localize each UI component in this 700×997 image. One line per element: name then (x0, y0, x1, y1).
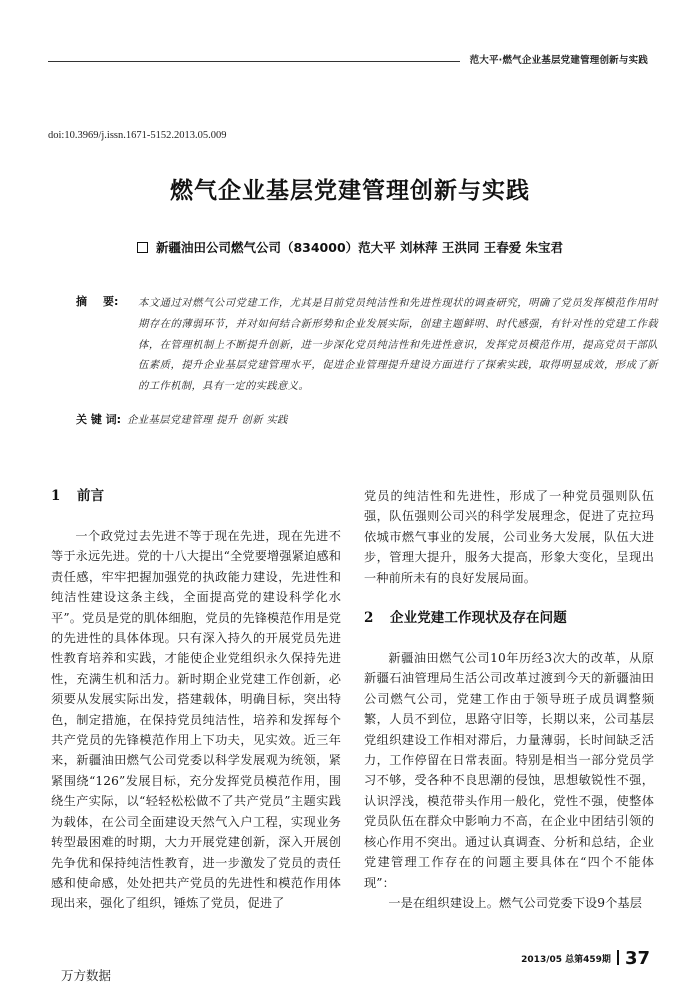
page-number: 37 (624, 948, 650, 969)
section-2-paragraph-2: 一是在组织建设上。燃气公司党委下设9个基层 (388, 895, 642, 910)
abstract-label: 摘 要: (76, 295, 119, 308)
keywords-text: 企业基层党建管理 提升 创新 实践 (127, 414, 288, 426)
square-icon (137, 242, 148, 253)
issue-info: 2013/05 总第459期 (521, 955, 611, 965)
section-2-heading: 2 企业党建工作现状及存在问题 (364, 610, 567, 627)
folio-separator (617, 950, 619, 965)
header-rule (48, 61, 460, 62)
section-2-paragraph: 新疆油田燃气公司10年历经3次大的改革，从原新疆石油管理局生活公司改革过渡到今天的新疆油田公司燃气公司，党建工作由于领导班子成员调整频繁，人员不到位，思路守旧等，长期以来，公司基层党组织建设工作相对滞后，力量薄弱，长时间缺乏活力，工作停留在日常表面。特别是相当一部分党员学习不够，受各种不良思潮的侵蚀，思想敏锐性不强，认识浮浅，模范带头作用一般化，党性不强，使整体党员队伍在群众中影响力不高，在企业中团结引领的核心作用不突出。通过认真调查、分析和总结，企业党建管理工作存在的问题主要具体在“四个不能体现”： (364, 651, 654, 890)
section-1-continuation: 党员的纯洁性和先进性，形成了一种党员强则队伍强，队伍强则公司兴的科学发展理念，促进了克拉玛依城市燃气事业的发展，公司业务大发展，队伍大进步，管理大提升，服务大提高，形象大变化，呈现出一种前所未有的良好发展局面。 (364, 489, 654, 585)
authors-text: 新疆油田公司燃气公司（834000）范大平 刘林萍 王洪同 王春爱 朱宝君 (155, 240, 564, 255)
section-1-heading: 1 前言 (51, 488, 105, 504)
abstract-text: 本文通过对燃气公司党建工作，尤其是目前党员纯洁性和先进性现状的调查研究，明确了党员发挥模范作用时期存在的薄弱环节，并对如何结合新形势和企业发展实际，创建主题鲜明、时代感强，有针对性的党建工作载体，在管理机制上不断提升创新，进一步深化党员纯洁性和先进性意识，发挥党员模范作用，提高党员干部队伍素质，提升企业基层党建管理水平，促进企业管理提升建设方面进行了探索实践，取得明显成效，形成了新的工作机制，具有一定的实践意义。 (138, 297, 658, 393)
author-line (0, 238, 700, 256)
section-1-paragraph: 一个政党过去先进不等于现在先进，现在先进不等于永远先进。党的十八大提出“全党要增强紧迫感和责任感，牢牢把握加强党的执政能力建设，先进性和纯洁性建设这条主线，全面提高党的建设科学化水平”。党员是党的肌体细胞，党员的先锋模范作用是党的先进性的具体体现。只有深入持久的开展党员先进性教育培养和实践，才能使企业党组织永久保持先进性，充满生机和活力。新时期企业党建工作创新，必须要从发展实际出发，搭建载体，明确目标，突出特色，制定措施，在保持党员纯洁性，培养和发挥每个共产党员的先锋模范作用上下功夫，见实效。近三年来，新疆油田燃气公司党委以科学发展观为统领，紧紧围绕“126”发展目标，充分发挥党员模范作用，围绕生产实际，以“轻轻松松做不了共产党员”主题实践为载体，在公司全面建设天然气入户工程，实现业务转型最困难的时期，大力开展党建创新，深入开展创先争优和保持纯洁性教育，进一步激发了党员的责任感和使命感，处处把共产党员的先进性和模范作用体现出来，强化了组织，锤炼了党员，促进了 (51, 529, 341, 911)
watermark: 万方数据 (61, 968, 112, 983)
keywords-block (76, 408, 288, 427)
running-head: 范大平·燃气企业基层党建管理创新与实践 (469, 55, 648, 66)
right-column (364, 486, 654, 913)
left-column (51, 486, 341, 914)
article-title: 燃气企业基层党建管理创新与实践 (170, 177, 530, 204)
page-folio (521, 948, 650, 969)
keywords-label: 关 键 词: (76, 413, 122, 426)
doi[interactable]: doi:10.3969/j.issn.1671-5152.2013.05.009 (48, 130, 227, 141)
